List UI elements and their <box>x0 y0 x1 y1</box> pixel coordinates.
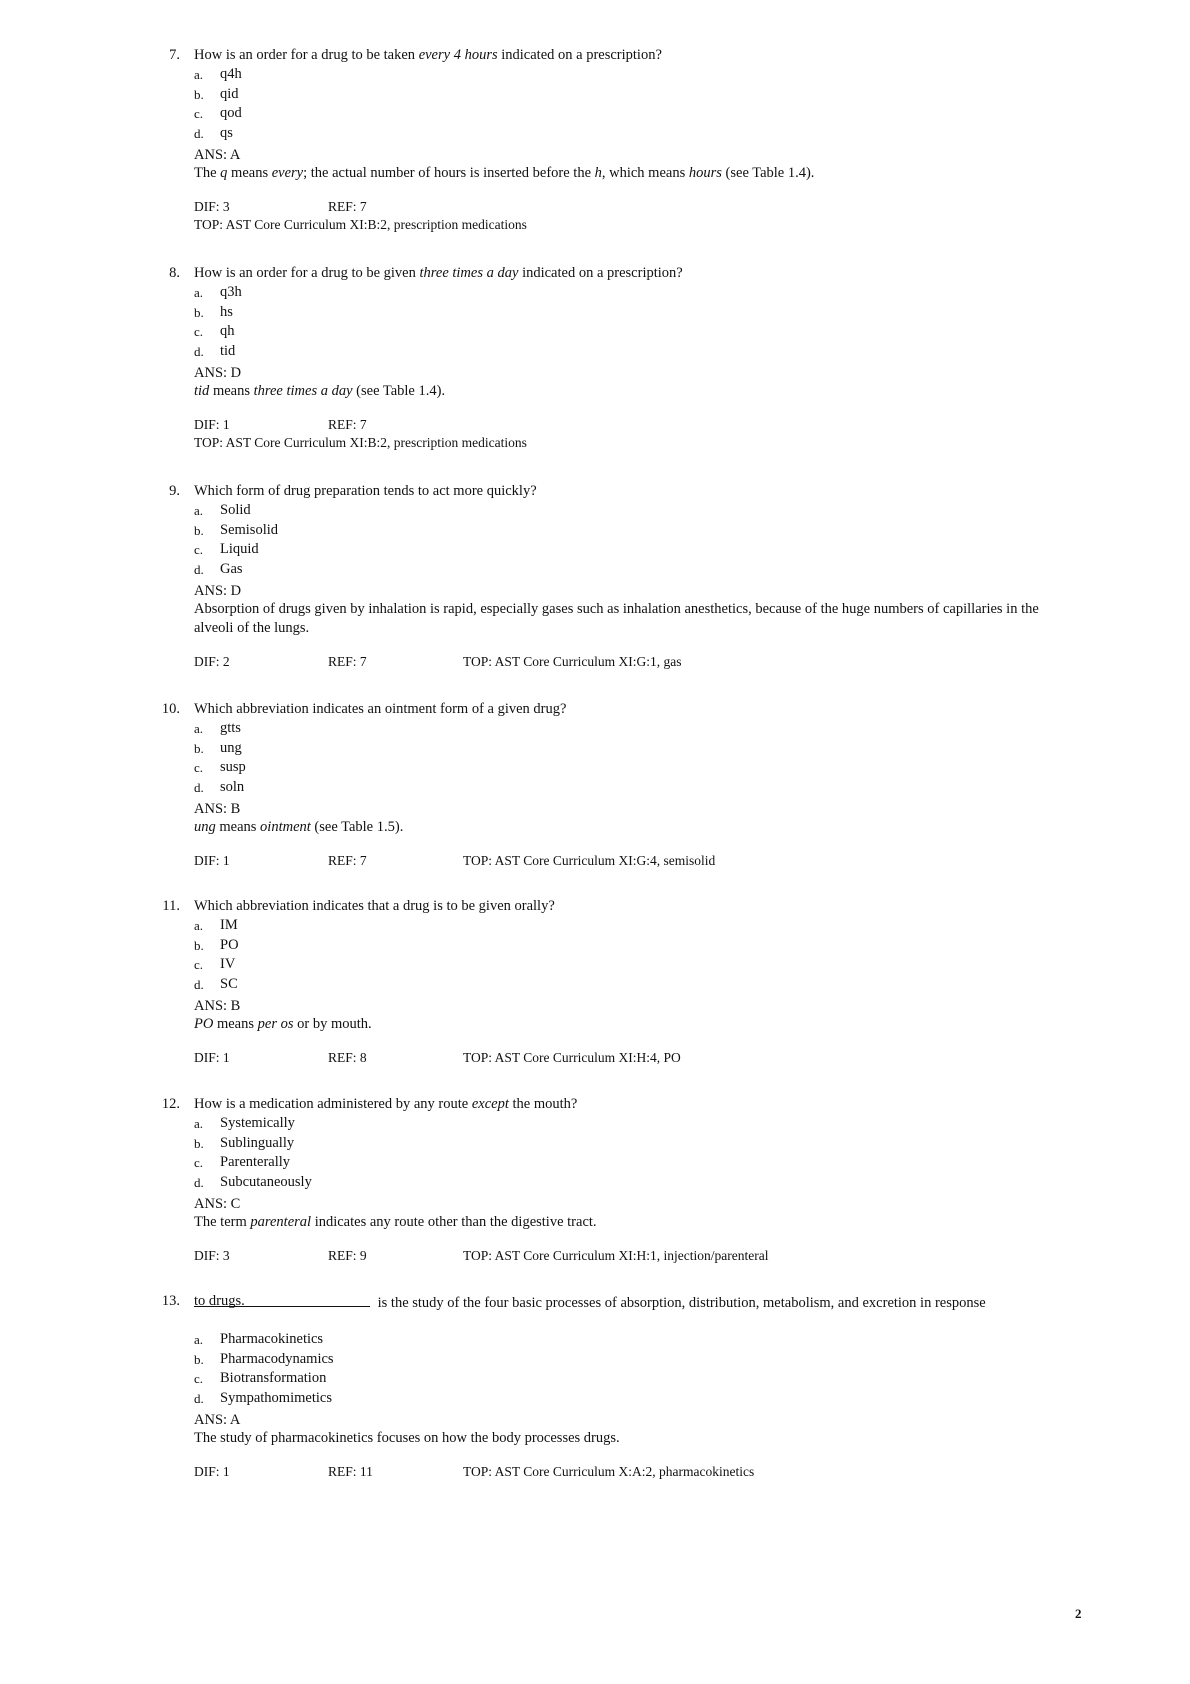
difficulty: DIF: 2 <box>194 654 230 669</box>
question-13: 13. is the study of the four basic processes of absorption, distribution, metabolism, and excretion in response to drugs. a. Pharmacokinetics b. Pharmacodynamics c. Biotransformation d. Sympathomimetics ANS: A The study of pharmacokinetics focuses on how the body processes drugs. DIF: 1 REF: 11 TOP: AST Core Curriculum X:A:2, pharmacokinetics <box>150 1292 1070 1311</box>
answer-explanation: PO means per os or by mouth. <box>194 1016 372 1032</box>
reference: REF: 11 <box>328 1464 373 1479</box>
stem-text: to drugs. <box>194 1293 245 1309</box>
document-page: 7. How is an order for a drug to be taken every 4 hours indicated on a prescription? a. q4h b. qid c. qod d. qs ANS: A The q means every; the actual number of hours is inserted before the h, which means hours (see Table 1.4). DIF: 3 REF: 7 TOP: AST Core Curriculum XI:B:2, prescription medications 8. How is an order for a drug to be given three times a day indicated on a prescription? a. q3h b. hs c. qh d. tid ANS: D tid means three times a day (see Table 1.4). DIF: 1 REF: 7 TOP: AST Core Curriculum XI:B:2, prescription medications 9. Which form of drug preparation tends to act more quickly? a. Solid b. Semisolid c. Liquid d. Gas ANS: D Absorption of drugs given by inhalation is rapid, especially gases such as inhalation anesthetics, because of the huge numbers of capillaries in the alveoli of the lungs. DIF: 2 REF: 7 TOP: AST Core Curriculum XI:G:1, gas 10. Which abbreviation indicates an ointment form of a given drug? a. gtts b. ung c. susp d. soln ANS: B ung means ointment (see Table 1.5). DIF: 1 REF: 7 TOP: AST Core Curriculum XI:G:4, semisolid 11. Which abbreviation indicates that a drug is to be given orally? a. IM b. PO c. IV d. SC ANS: B PO means per os or by mouth. DIF: 1 REF: 8 TOP: AST Core Curriculum XI:H:4, PO 12. How is a medication administered by any route except the mouth? a. Systemically b. Sublingually c. Parenterally d. Subcutaneously ANS: C The term parenteral indicates any route other than the digestive tract. DIF: 3 REF: 9 TOP: AST Core Curriculum XI:H:1, injection/parenteral 13. is the study of the four basic processes of absorption, distribution, metabolism, and excretion in response to drugs. a. Pharmacokinetics b. Pharmacodynamics c. Biotransformation d. Sympathomimetics ANS: A The study of pharmacokinetics focuses on how the body processes drugs. DIF: 1 REF: 11 TOP: AST Core Curriculum X:A:2, pharmacokinetics 2 <box>0 0 1190 1684</box>
topic: TOP: AST Core Curriculum XI:H:1, injection/parenteral <box>463 1248 769 1263</box>
question-number: 13. <box>161 1293 180 1309</box>
page-number: 2 <box>1075 1606 1082 1621</box>
difficulty: DIF: 3 <box>194 1248 230 1263</box>
difficulty: DIF: 1 <box>194 1464 230 1479</box>
reference: REF: 8 <box>328 1050 367 1065</box>
difficulty: DIF: 1 <box>194 1050 230 1065</box>
question-number: 7. <box>169 47 180 63</box>
answer-key: ANS: D <box>194 583 242 599</box>
answer-explanation: The study of pharmacokinetics focuses on how the body processes drugs. <box>194 1430 620 1446</box>
stem-text: Which abbreviation indicates that a drug is to be given orally? <box>194 898 555 914</box>
difficulty: DIF: 1 <box>194 853 230 868</box>
answer-key: ANS: D <box>194 365 242 381</box>
topic: TOP: AST Core Curriculum XI:B:2, prescription medications <box>194 217 527 232</box>
topic: TOP: AST Core Curriculum XI:H:4, PO <box>463 1050 681 1065</box>
reference: REF: 7 <box>328 199 367 214</box>
question-number: 11. <box>162 898 180 914</box>
stem-text: indicated on a prescription? <box>497 47 662 63</box>
question-stem-continuation <box>150 1292 1070 1311</box>
answer-explanation: The q means every; the actual number of hours is inserted before the h, which means hours (see Table 1.4). <box>194 165 815 181</box>
stem-text: Which form of drug preparation tends to act more quickly? <box>194 483 537 499</box>
stem-text: is the study of the four basic processes of absorption, distribution, metabolism, and excretion in response <box>374 1295 986 1311</box>
answer-explanation: Absorption of drugs given by inhalation is rapid, especially gases such as inhalation anesthetics, because of the huge numbers of capillaries in the alveoli of the lungs. <box>194 601 1039 636</box>
question-number: 8. <box>169 265 180 281</box>
answer-key: ANS: A <box>194 1412 241 1428</box>
answer-explanation: tid means three times a day (see Table 1.4). <box>194 383 446 399</box>
topic: TOP: AST Core Curriculum XI:G:4, semisolid <box>463 853 716 868</box>
stem-emphasis: three times a day <box>419 265 519 281</box>
reference: REF: 7 <box>328 853 367 868</box>
stem-text: How is a medication administered by any route <box>194 1096 472 1112</box>
stem-text: How is an order for a drug to be given <box>194 265 420 281</box>
question-number: 10. <box>161 701 180 717</box>
stem-text: indicated on a prescription? <box>518 265 683 281</box>
difficulty: DIF: 1 <box>194 417 230 432</box>
question-number: 9. <box>169 483 180 499</box>
answer-key: ANS: C <box>194 1196 241 1212</box>
difficulty: DIF: 3 <box>194 199 230 214</box>
stem-emphasis: every 4 hours <box>418 47 498 63</box>
topic: TOP: AST Core Curriculum XI:G:1, gas <box>463 654 682 669</box>
reference: REF: 9 <box>328 1248 367 1263</box>
stem-emphasis: except <box>471 1096 509 1112</box>
question-number: 12. <box>161 1096 180 1112</box>
reference: REF: 7 <box>328 654 367 669</box>
stem-text: the mouth? <box>508 1096 578 1112</box>
topic: TOP: AST Core Curriculum X:A:2, pharmacokinetics <box>463 1464 755 1479</box>
answer-key: ANS: B <box>194 801 241 817</box>
topic: TOP: AST Core Curriculum XI:B:2, prescription medications <box>194 435 527 450</box>
reference: REF: 7 <box>328 417 367 432</box>
answer-key: ANS: A <box>194 147 241 163</box>
stem-text: Which abbreviation indicates an ointment form of a given drug? <box>194 701 567 717</box>
answer-explanation: ung means ointment (see Table 1.5). <box>194 819 404 835</box>
answer-explanation: The term parenteral indicates any route other than the digestive tract. <box>194 1214 597 1230</box>
answer-key: ANS: B <box>194 998 241 1014</box>
stem-text: How is an order for a drug to be taken <box>194 47 419 63</box>
